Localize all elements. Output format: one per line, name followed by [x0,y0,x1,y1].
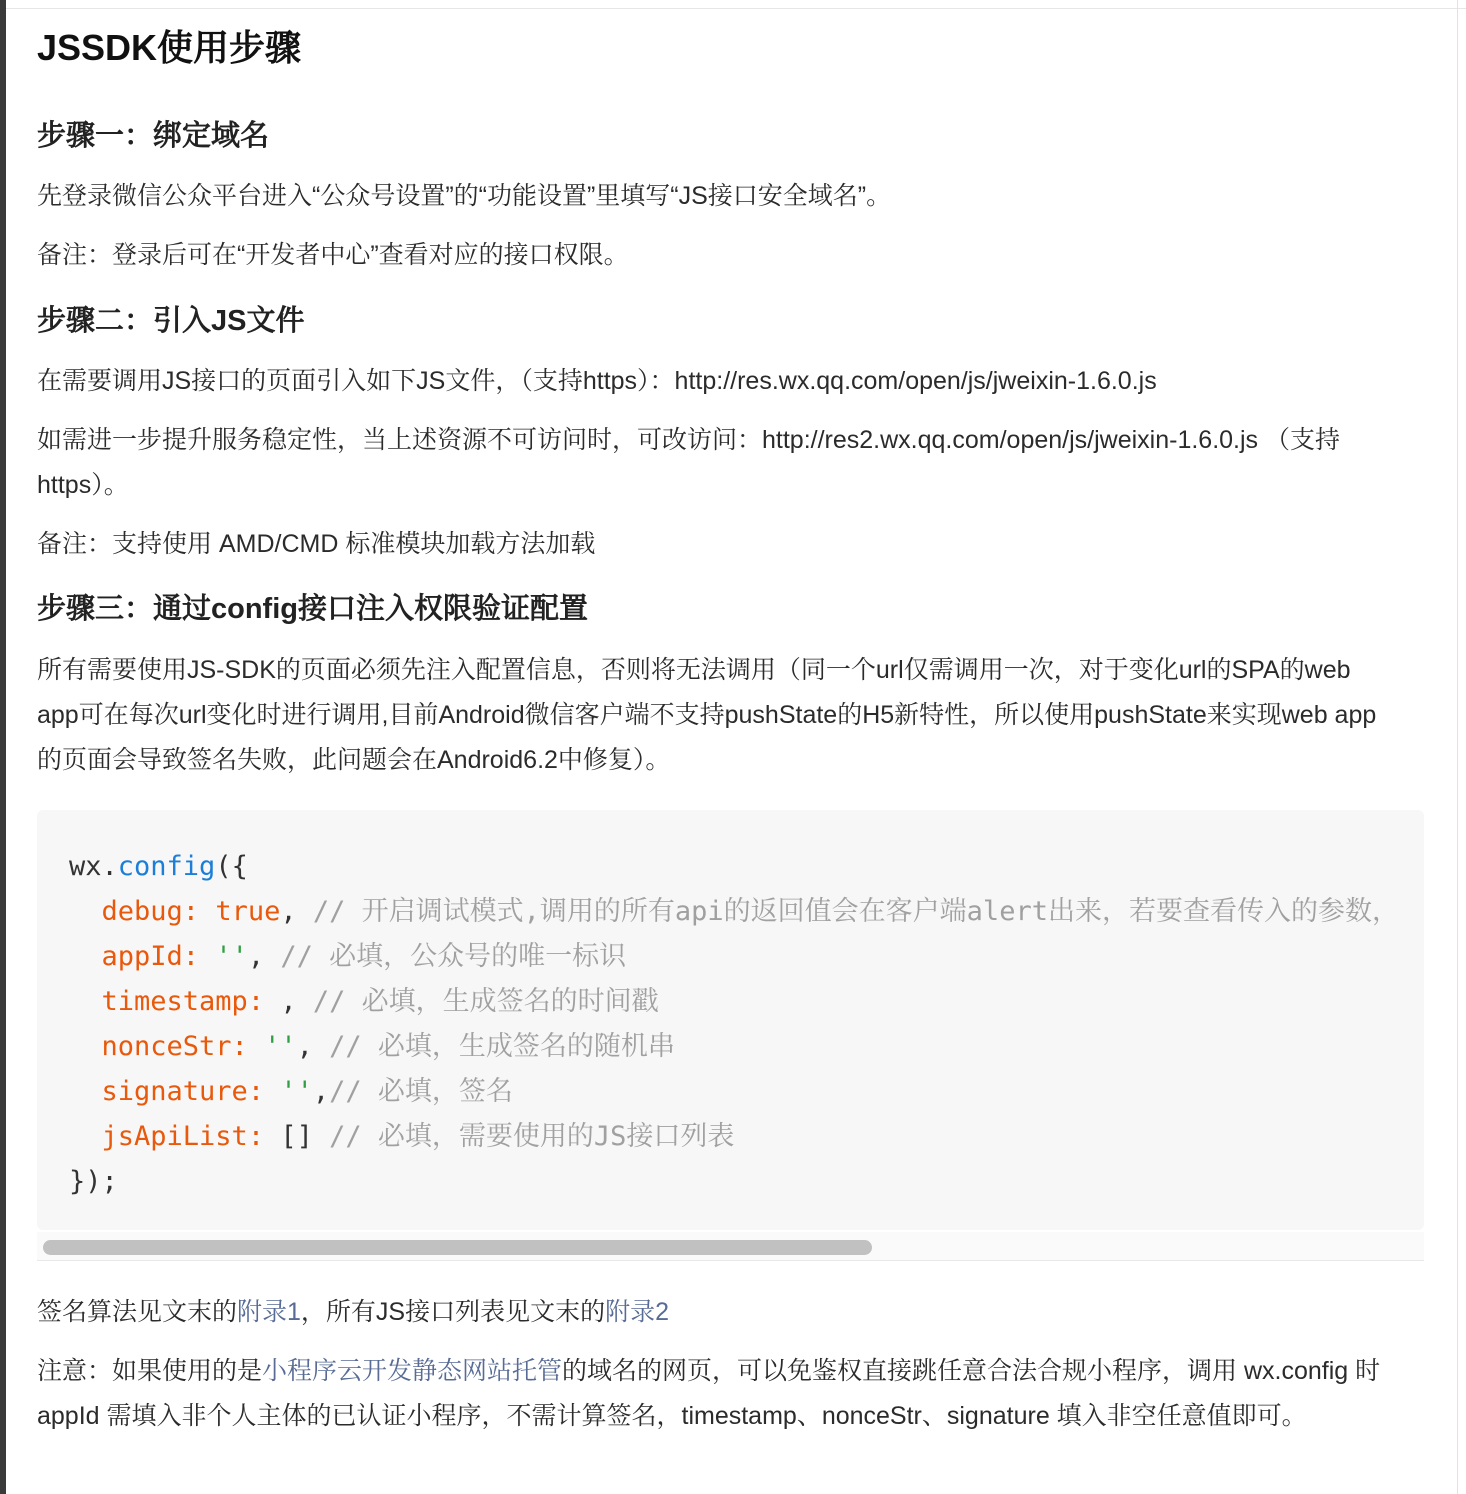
step3-paragraph: 所有需要使用JS-SDK的页面必须先注入配置信息，否则将无法调用（同一个url仅需调用一次，对于变化url的SPA的web app可在每次url变化时进行调用,目前Android微信客户端不支持pushState的H5新特性，所以使用pushState来实现web app的页面会导致签名失败，此问题会在Android6.2中修复）。 [37,656,1377,774]
top-border [6,0,1466,9]
code-scrollbar-track[interactable] [37,1232,1424,1261]
code-text [37,810,1424,1204]
step1-heading: 步骤一：绑定域名 [37,120,270,152]
appendix-text: 签名算法见文末的 [37,1298,238,1326]
code-punct: , [312,1076,330,1107]
code-comment-debug: // 开启调试模式,调用的所有api的返回值会在客户端alert出来，若要查看传入的参数， [312,896,1399,927]
code-key-timestamp: timestamp: [101,986,265,1017]
notice-text: 的域名的网页，可以免鉴权直接跳任意合法合规小程序，调用 wx.config 时 appId 需填入非个人主体的已认证小程序，不需计算签名，timestamp、nonceStr、signature 填入非空任意值即可。 [37,1357,1381,1430]
code-obj: wx. [69,851,118,882]
code-key-debug: debug: [101,896,200,927]
code-comment-appid: // 必填，公众号的唯一标识 [280,941,627,972]
appendix1-link[interactable]: 附录1 [237,1298,301,1326]
step2-fallback-paragraph: 如需进一步提升服务稳定性，当上述资源不可访问时，可改访问：http://res2.wx.qq.com/open/js/jweixin-1.6.0.js （支持https）。 [37,426,1341,499]
step2-paragraph: 在需要调用JS接口的页面引入如下JS文件，（支持https）：http://res.wx.qq.com/open/js/jweixin-1.6.0.js [37,367,1157,395]
code-comment-timestamp: // 必填，生成签名的时间戳 [312,986,659,1017]
code-key-noncestr: nonceStr: [101,1031,248,1062]
step3-heading: 步骤三：通过config接口注入权限验证配置 [37,593,588,625]
code-punct: ({ [215,851,248,882]
code-comment-signature: // 必填，签名 [329,1076,513,1107]
code-comment-jsapilist: // 必填，需要使用的JS接口列表 [329,1121,735,1152]
step2-heading: 步骤二：引入JS文件 [37,305,305,337]
step1-paragraph: 先登录微信公众平台进入“公众号设置”的“功能设置”里填写“JS接口安全域名”。 [37,182,892,210]
code-punct: , [296,1031,313,1062]
code-value-signature: '' [280,1076,313,1107]
code-key-jsapilist: jsApiList: [101,1121,265,1152]
code-value-jsapilist: [] [280,1121,313,1152]
right-border [1457,0,1458,1494]
code-punct: , [280,986,297,1017]
code-key-appid: appId: [101,941,200,972]
code-punct: , [247,941,265,972]
code-block[interactable] [37,810,1424,1230]
notice-text: 注意：如果使用的是 [37,1357,263,1385]
code-key-signature: signature: [101,1076,265,1107]
appendix2-link[interactable]: 附录2 [605,1298,670,1326]
notice-paragraph [37,1349,1427,1439]
page-title: JSSDK使用步骤 [37,27,302,68]
code-comment-noncestr: // 必填，生成签名的随机串 [329,1031,675,1062]
step2-note: 备注：支持使用 AMD/CMD 标准模块加载方法加载 [37,530,596,558]
code-scrollbar-thumb[interactable] [43,1240,872,1255]
step1-note: 备注：登录后可在“开发者中心”查看对应的接口权限。 [37,241,629,269]
code-punct: , [280,896,297,927]
static-hosting-link[interactable]: 小程序云开发静态网站托管 [262,1357,563,1385]
code-value-debug: true [215,896,281,927]
left-border [0,0,6,1494]
code-function: config [117,851,216,882]
code-value-appid: '' [215,941,248,972]
code-end: }); [69,1166,118,1197]
appendix-text: ，所有JS接口列表见文末的 [300,1298,606,1326]
appendix-paragraph [37,1290,1427,1335]
code-value-noncestr: '' [264,1031,297,1062]
